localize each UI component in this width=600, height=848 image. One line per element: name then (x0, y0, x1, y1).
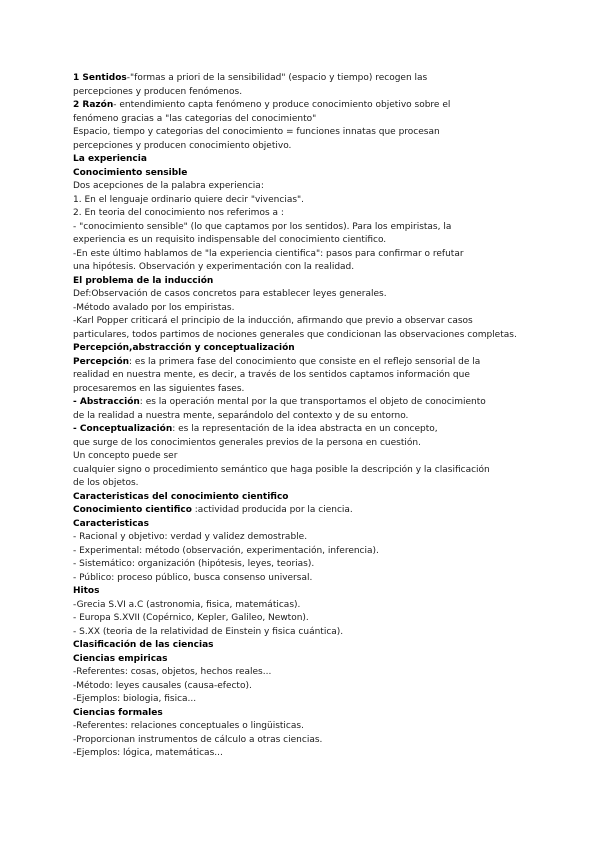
term-abstraccion: - Abstracción (73, 397, 140, 407)
text-line: una hipótesis. Observación y experimentación con la realidad. (73, 262, 355, 272)
text-line: 1. En el lenguaje ordinario quiere decir "vivencias". (73, 194, 305, 205)
text-line: Dos acepciones de la palabra experiencia: (73, 181, 264, 191)
text-line: realidad en nuestra mente, es decir, a través de los sentidos captamos información que (73, 370, 470, 380)
list-item: -Referentes: cosas, objetos, hechos reales... (73, 667, 272, 677)
list-item: - Experimental: método (observación, experimentación, inferencia). (73, 545, 379, 556)
term-razon: 2 Razón (73, 100, 114, 110)
paragraph-conceptualizacion (73, 423, 536, 437)
text-line: percepciones y producen fenómenos. (73, 86, 243, 97)
list-item: -Proporcionan instrumentos de cálculo a otras ciencias. (73, 734, 323, 745)
paragraph-sentidos (73, 72, 536, 86)
text-line: de los objetos. (73, 478, 139, 488)
heading-conocimiento-sensible: Conocimiento sensible (73, 167, 188, 178)
text-line: -Karl Popper criticará el principio de la inducción, afirmando que previo a observar casos (73, 316, 473, 326)
paragraph-percepcion (73, 356, 536, 370)
list-item: -Ejemplos: lógica, matemáticas... (73, 748, 223, 758)
list-item: -Referentes: relaciones conceptuales o lingüisticas. (73, 721, 304, 731)
text-line: de la realidad a nuestra mente, separándolo del contexto y de su entorno. (73, 410, 409, 421)
text-line: Def:Observación de casos concretos para establecer leyes generales. (73, 289, 387, 299)
text-line: 2. En teoria del conocimiento nos referimos a : (73, 208, 284, 218)
text-line: : es la operación mental por la que transportamos el objeto de conocimiento (139, 397, 486, 407)
text-line: : es la primera fase del conocimiento que consiste en el reflejo sensorial de la (129, 356, 481, 367)
text-line: -"formas a priori de la sensibilidad" (espacio y tiempo) recogen las (126, 73, 428, 83)
list-item: -Ejemplos: biologia, fisica... (73, 694, 197, 704)
term-sentidos: 1 Sentidos (73, 73, 127, 83)
list-item: - Racional y objetivo: verdad y validez demostrable. (73, 532, 308, 542)
paragraph-conocimiento-cientifico (73, 504, 536, 518)
list-item: -Método: leyes causales (causa-efecto). (73, 680, 252, 691)
text-line: percepciones y producen conocimiento objetivo. (73, 140, 292, 151)
heading-hitos: Hitos (73, 586, 100, 596)
list-item: -Grecia S.VI a.C (astronomia, fisica, matemáticas). (73, 599, 301, 610)
text-line: experiencia es un requisito indispensable del conocimiento cientifico. (73, 235, 387, 245)
heading-caracteristicas-conocimiento: Caracteristicas del conocimiento cientifico (73, 491, 289, 502)
paragraph-razon (73, 99, 536, 113)
text-line: - entendimiento capta fenómeno y produce conocimiento objetivo sobre el (113, 100, 451, 110)
paragraph-abstraccion (73, 396, 536, 410)
text-line: procesaremos en las siguientes fases. (73, 383, 245, 394)
text-line: que surge de los conocimientos generales previos de la persona en cuestión. (73, 437, 421, 448)
text-line: -En este último hablamos de "la experiencia cientifica": pasos para confirmar o refutar (73, 248, 464, 259)
list-item: - Sistemático: organización (hipótesis, leyes, teorias). (73, 559, 315, 569)
text-line: - "conocimiento sensible" (lo que captamos por los sentidos). Para los empiristas, la (73, 221, 452, 232)
text-line: :actividad producida por la ciencia. (191, 505, 353, 515)
list-item: - S.XX (teoria de la relatividad de Einstein y fisica cuántica). (73, 626, 344, 637)
text-line: Un concepto puede ser (73, 451, 178, 461)
term-conceptualizacion: - Conceptualización (73, 424, 173, 434)
text-line: Espacio, tiempo y categorias del conocimiento = funciones innatas que procesan (73, 127, 440, 137)
list-item: - Europa S.XVII (Copérnico, Kepler, Galileo, Newton). (73, 613, 309, 623)
heading-clasificacion: Clasificación de las ciencias (73, 640, 214, 650)
heading-percepcion: Percepción,abstracción y conceptualización (73, 343, 295, 353)
text-line: particulares, todos partimos de nociones generales que condicionan las observaciones completas. (73, 329, 517, 340)
heading-caracteristicas: Caracteristicas (73, 518, 149, 529)
list-item: - Público: proceso público, busca consenso universal. (73, 572, 313, 583)
text-line: -Método avalado por los empiristas. (73, 302, 235, 313)
heading-ciencias-formales: Ciencias formales (73, 707, 163, 718)
text-line: cualquier signo o procedimiento semántico que haga posible la descripción y la clasificación (73, 464, 490, 475)
term-percepcion: Percepción (73, 356, 130, 367)
term-conocimiento-cientifico: Conocimiento cientifico (73, 505, 192, 515)
heading-la-experiencia: La experiencia (73, 154, 147, 164)
heading-ciencias-empiricas: Ciencias empiricas (73, 653, 168, 664)
text-line: fenómeno gracias a "las categorias del conocimiento" (73, 113, 317, 124)
heading-problema-induccion: El problema de la inducción (73, 275, 214, 286)
text-line: : es la representación de la idea abstracta en un concepto, (172, 424, 438, 434)
